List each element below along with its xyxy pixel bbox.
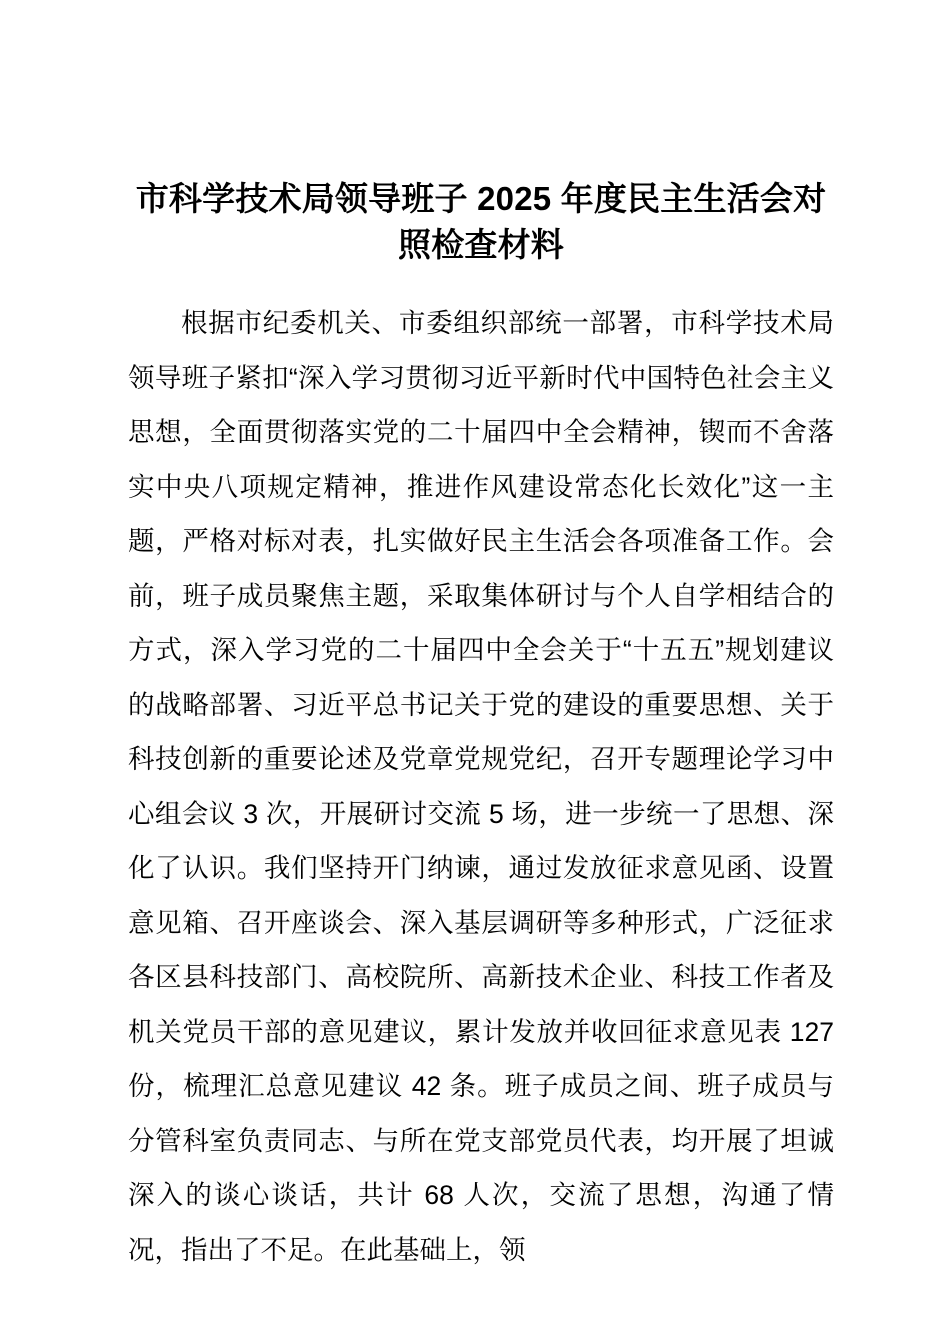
body-paragraph: 根据市纪委机关、市委组织部统一部署，市科学技术局领导班子紧扣“深入学习贯彻习近平新时代中国特色社会主义思想，全面贯彻落实党的二十届四中全会精神，锲而不舍落实中央八项规定精神，推进作风建设常态化长效化”这一主题，严格对标对表，扎实做好民主生活会各项准备工作。会前，班子成员聚焦主题，采取集体研讨与个人自学相结合的方式，深入学习党的二十届四中全会关于“十五五”规划建议的战略部署、习近平总书记关于党的建设的重要思想、关于科技创新的重要论述及党章党规党纪，召开专题理论学习中心组会议 3 次，开展研讨交流 5 场，进一步统一了思想、深化了认识。我们坚持开门纳谏，通过发放征求意见函、设置意见箱、召开座谈会、深入基层调研等多种形式，广泛征求各区县科技部门、高校院所、高新技术企业、科技工作者及机关党员干部的意见建议，累计发放并收回征求意见表 127 份，梳理汇总意见建议 42 条。班子成员之间、班子成员与分管科室负责同志、与所在党支部党员代表，均开展了坦诚深入的谈心谈话，共计 68 人次，交流了思想，沟通了情况，指出了不足。在此基础上，领 bbox=[128, 308, 834, 1265]
page-title: 市科学技术局领导班子 2025 年度民主生活会对照检查材料 bbox=[135, 180, 827, 263]
document-body bbox=[128, 296, 834, 1277]
document-content-area bbox=[128, 0, 834, 1277]
